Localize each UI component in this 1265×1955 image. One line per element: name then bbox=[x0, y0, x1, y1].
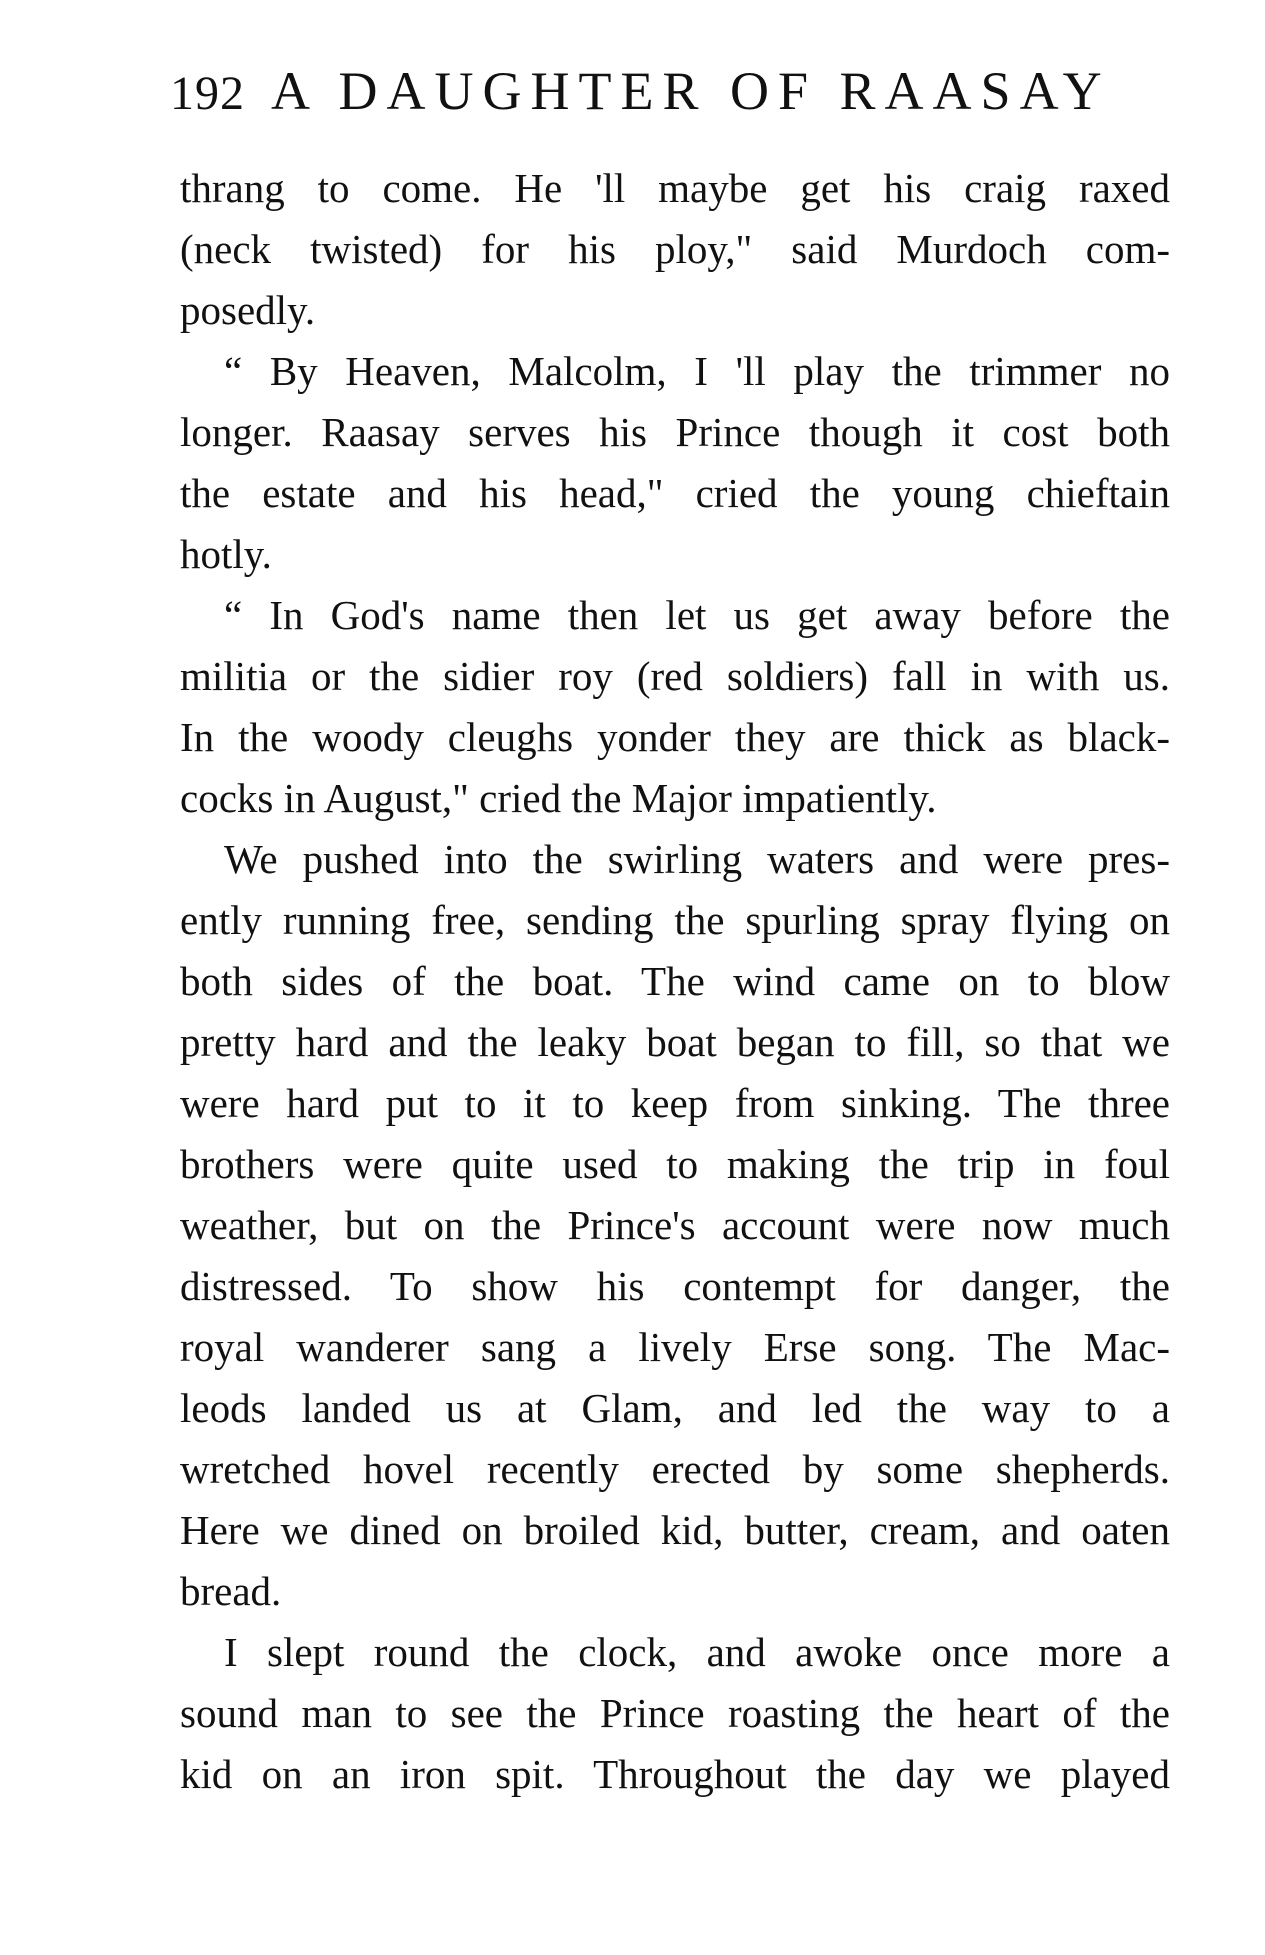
text-line: I slept round the clock, and awoke once more a bbox=[224, 1629, 1170, 1675]
text-line: We pushed into the swirling waters and were pres- bbox=[224, 836, 1170, 882]
text-line: cocks in August," cried the Major impatiently. bbox=[180, 775, 937, 821]
paragraph bbox=[180, 1622, 1170, 1805]
text-line: pretty hard and the leaky boat began to fill, so that we bbox=[180, 1019, 1170, 1065]
body-text bbox=[180, 158, 1170, 1805]
text-line: wretched hovel recently erected by some shepherds. bbox=[180, 1446, 1170, 1492]
text-line: ently running free, sending the spurling spray flying on bbox=[180, 897, 1170, 943]
text-line: In the woody cleughs yonder they are thick as black- bbox=[180, 714, 1170, 760]
paragraph bbox=[180, 585, 1170, 829]
text-line: militia or the sidier roy (red soldiers) fall in with us. bbox=[180, 653, 1170, 699]
text-line: leods landed us at Glam, and led the way to a bbox=[180, 1385, 1170, 1431]
text-line: “ By Heaven, Malcolm, I 'll play the trimmer no bbox=[224, 348, 1170, 394]
running-header bbox=[170, 60, 1160, 130]
text-line: both sides of the boat. The wind came on to blow bbox=[180, 958, 1170, 1004]
text-line: longer. Raasay serves his Prince though it cost both bbox=[180, 409, 1170, 455]
text-line: hotly. bbox=[180, 531, 272, 577]
text-line: “ In God's name then let us get away before the bbox=[224, 592, 1170, 638]
paragraph bbox=[180, 829, 1170, 1622]
text-line: brothers were quite used to making the trip in foul bbox=[180, 1141, 1170, 1187]
paragraph-continued bbox=[180, 158, 1170, 341]
page-number: 192 bbox=[170, 67, 245, 120]
text-line: Here we dined on broiled kid, butter, cream, and oaten bbox=[180, 1507, 1170, 1553]
text-line: distressed. To show his contempt for danger, the bbox=[180, 1263, 1170, 1309]
text-line: royal wanderer sang a lively Erse song. The Mac- bbox=[180, 1324, 1170, 1370]
text-line: (neck twisted) for his ploy," said Murdoch com- bbox=[180, 226, 1170, 272]
text-line: sound man to see the Prince roasting the heart of the bbox=[180, 1690, 1170, 1736]
text-line: weather, but on the Prince's account were now much bbox=[180, 1202, 1170, 1248]
text-line: bread. bbox=[180, 1568, 282, 1614]
running-title: A DAUGHTER OF RAASAY bbox=[271, 61, 1111, 121]
text-line: posedly. bbox=[180, 287, 316, 333]
paragraph bbox=[180, 341, 1170, 585]
text-line: kid on an iron spit. Throughout the day we played bbox=[180, 1751, 1170, 1797]
text-line: were hard put to it to keep from sinking. The three bbox=[180, 1080, 1170, 1126]
text-line: the estate and his head," cried the young chieftain bbox=[180, 470, 1170, 516]
text-line: thrang to come. He 'll maybe get his craig raxed bbox=[180, 165, 1170, 211]
